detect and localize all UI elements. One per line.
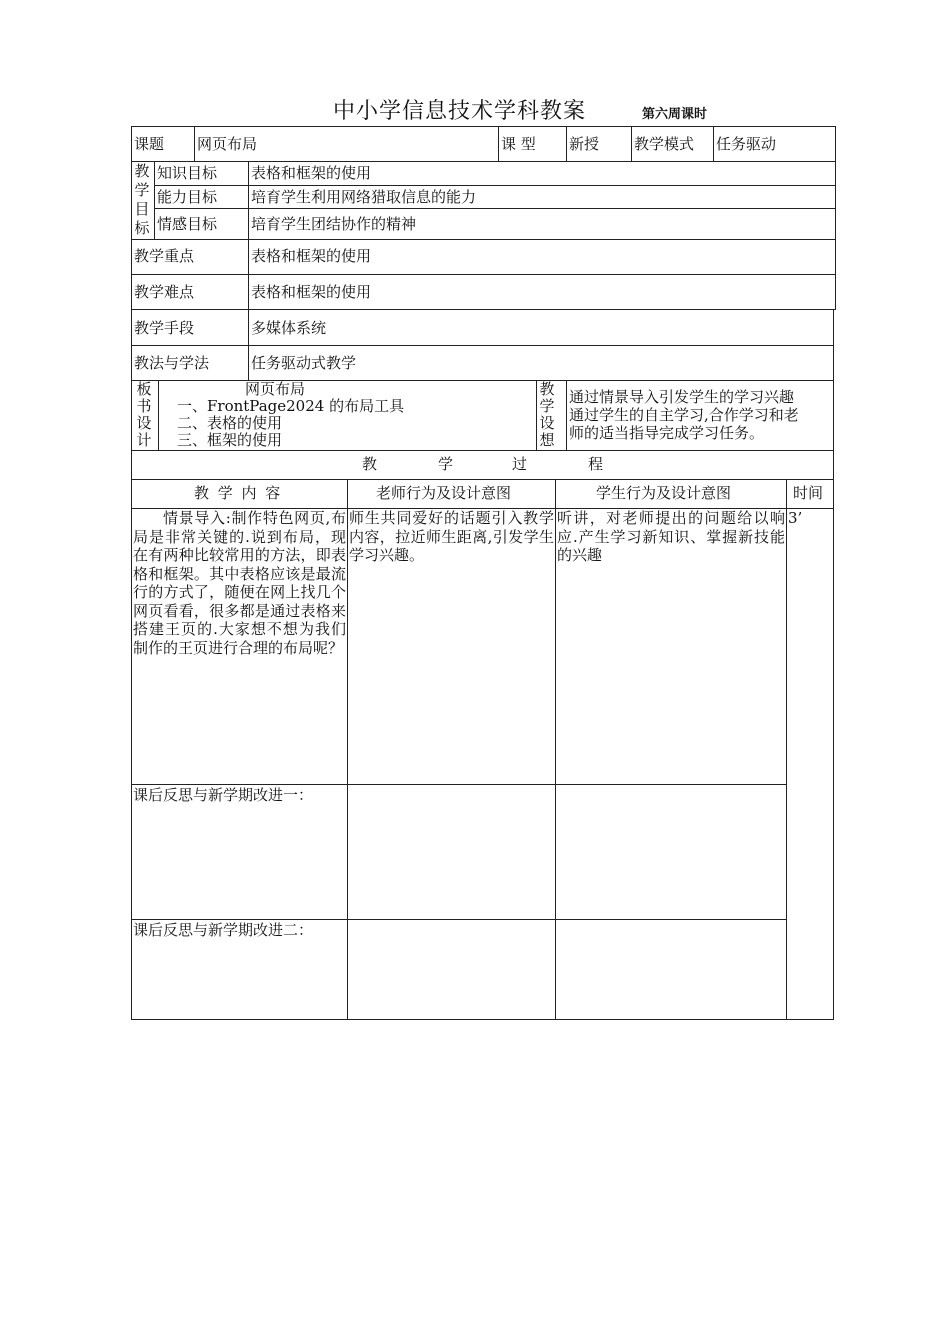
method-label: 教法与学法 <box>134 354 210 372</box>
teacher-cell: 师生共同爱好的话题引入教学内容，拉近师生距离,引发学生学习兴趣。 <box>349 509 554 564</box>
page-title: 中小学信息技术学科教案 <box>333 99 587 124</box>
emotion-value: 培育学生团结协作的精神 <box>251 215 417 233</box>
goals-label-2: 学 <box>134 181 150 199</box>
ability-value: 培育学生利用网络猎取信息的能力 <box>251 188 477 206</box>
means-label: 教学手段 <box>134 319 195 337</box>
board-line-2: 一、FrontPage2024 的布局工具 <box>177 397 405 415</box>
knowledge-value: 表格和框架的使用 <box>251 164 372 182</box>
process-header-4: 程 <box>588 455 604 473</box>
col-time-header: 时间 <box>793 484 824 502</box>
design-line-1: 通过情景导入引发学生的学习兴趣 <box>569 388 795 406</box>
board-label-1: 板 <box>136 380 152 398</box>
col-student-header: 学生行为及设计意图 <box>596 484 732 502</box>
design-line-2: 通过学生的自主学习,合作学习和老 <box>569 406 799 424</box>
time-cell: 3’ <box>788 509 803 527</box>
board-line-4: 三、框架的使用 <box>177 431 283 449</box>
design-label-4: 想 <box>539 431 555 449</box>
means-value: 多媒体系统 <box>251 319 327 337</box>
design-label-2: 学 <box>539 397 555 415</box>
difficulty-label: 教学难点 <box>134 283 195 301</box>
reflect-2: 课后反思与新学期改进二： <box>133 921 314 939</box>
board-line-3: 二、表格的使用 <box>177 414 283 432</box>
row-means <box>131 309 834 346</box>
mode-value: 任务驱动 <box>716 135 777 153</box>
process-header-1: 教 <box>362 455 378 473</box>
topic-value: 网页布局 <box>197 135 258 153</box>
col-content-header: 教 学 内 容 <box>194 484 283 502</box>
key-point-value: 表格和框架的使用 <box>251 247 372 265</box>
row-difficulty <box>131 274 836 310</box>
content-cell: 情景导入:制作特色网页,布局是非常关键的.说到布局，现在有两种比较常用的方法，即表格和框架。其中表格应该是最流行的方式了，随便在网上找几个网页看看，很多都是通过表格来搭建王页的.大家想不想为我们制作的王页进行合理的布局呢？ <box>133 509 346 657</box>
design-line-3: 师的适当指导完成学习任务。 <box>569 424 765 442</box>
board-label-2: 书 <box>136 397 152 415</box>
board-label-3: 设 <box>136 414 152 432</box>
goals-label-1: 教 <box>134 162 150 180</box>
reflect-1: 课后反思与新学期改进一： <box>133 786 314 804</box>
key-point-label: 教学重点 <box>134 247 195 265</box>
board-line-1: 网页布局 <box>245 380 306 398</box>
ability-label: 能力目标 <box>157 188 218 206</box>
process-header-3: 过 <box>512 455 528 473</box>
mode-label: 教学模式 <box>634 135 695 153</box>
row-key-point <box>131 239 836 275</box>
week-label: 第六周课时 <box>642 107 708 122</box>
goals-label-3: 目 <box>134 200 150 218</box>
design-label-3: 设 <box>539 414 555 432</box>
design-label-1: 教 <box>539 380 555 398</box>
col-teacher-header: 老师行为及设计意图 <box>376 484 512 502</box>
knowledge-label: 知识目标 <box>157 164 218 182</box>
method-value: 任务驱动式教学 <box>251 354 357 372</box>
student-cell: 听讲，对老师提出的问题给以响应.产生学习新知识、掌握新技能的兴趣 <box>557 509 785 564</box>
type-value: 新授 <box>569 135 600 153</box>
goals-label-4: 标 <box>134 219 150 237</box>
process-header <box>131 450 834 480</box>
type-label: 课 型 <box>501 135 536 153</box>
process-header-2: 学 <box>438 455 454 473</box>
difficulty-value: 表格和框架的使用 <box>251 283 372 301</box>
emotion-label: 情感目标 <box>157 215 218 233</box>
topic-label: 课题 <box>134 135 165 153</box>
row-method <box>131 345 834 381</box>
board-label-4: 计 <box>136 431 152 449</box>
goals-block <box>131 161 836 240</box>
